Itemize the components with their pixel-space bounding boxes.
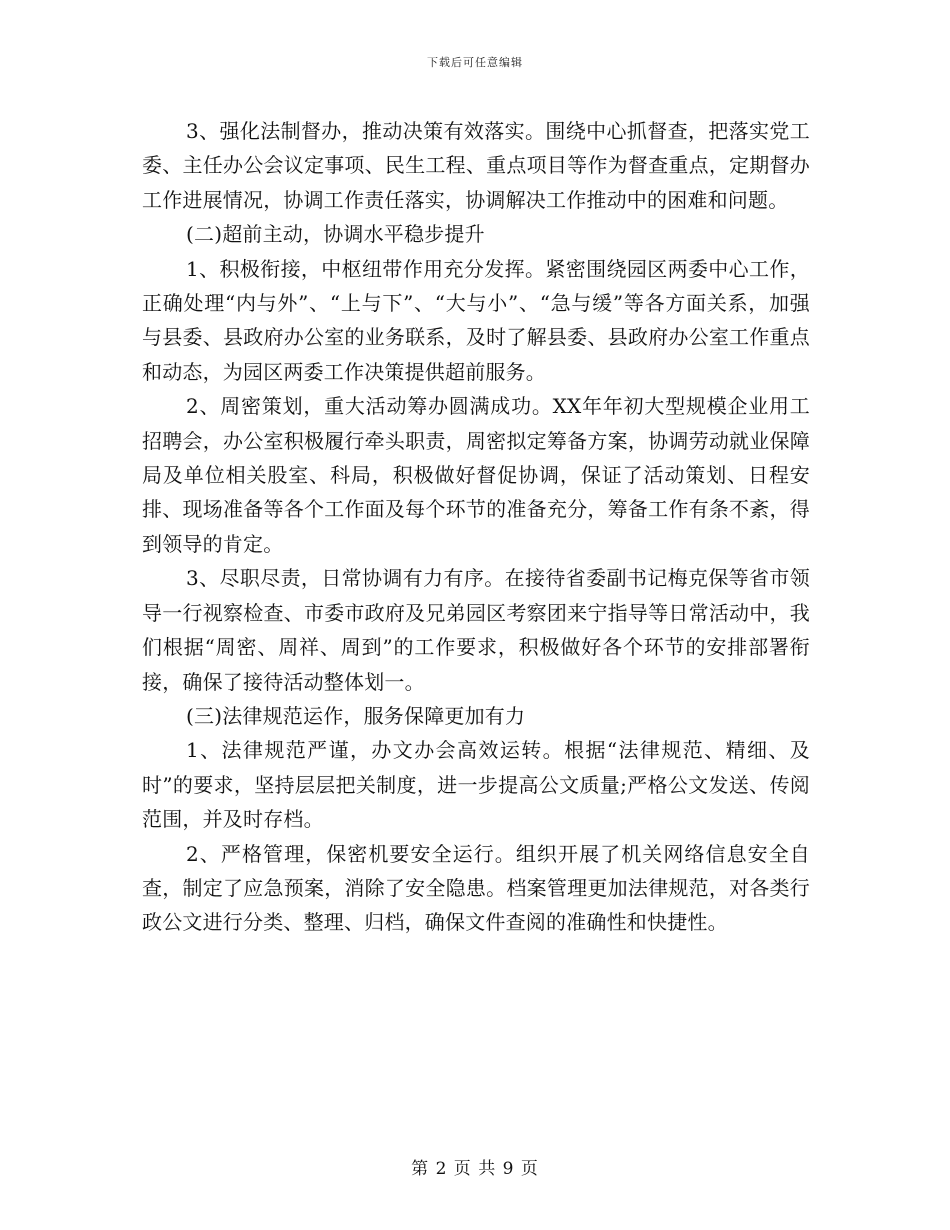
page-footer: 第 2 页 共 9 页 xyxy=(411,1159,539,1179)
document-body xyxy=(142,114,810,940)
page-header: 下载后可任意编辑 xyxy=(427,56,523,69)
section-heading-2: (二)超前主动，协调水平稳步提升 xyxy=(186,222,485,247)
paragraph-item-2-confidentiality: 2、严格管理，保密机要安全运行。组织开展了机关网络信息安全自查，制定了应急预案，消除了安全隐患。档案管理更加法律规范，对各类行政公文进行分类、整理、归档，确保文件查阅的准确性和快捷性。 xyxy=(142,841,810,935)
paragraph-item-1-documents: 1、法律规范严谨，办文办会高效运转。根据“法律规范、精细、及时”的要求，坚持层层把关制度，进一步提高公文质量;严格公文发送、传阅范围，并及时存档。 xyxy=(142,738,810,832)
section-heading-3: (三)法律规范运作，服务保障更加有力 xyxy=(186,703,526,728)
paragraph-item-2-planning: 2、周密策划，重大活动筹办圆满成功。XX年年初大型规模企业用工招聘会，办公室积极履行牵头职责，周密拟定筹备方案，协调劳动就业保障局及单位相关股室、科局，积极做好督促协调，保证了活动策划、日程安排、现场准备等各个工作面及每个环节的准备充分，筹备工作有条不紊，得到领导的肯定。 xyxy=(142,394,810,556)
paragraph-item-3-daily-coordination: 3、尽职尽责，日常协调有力有序。在接待省委副书记梅克保等省市领导一行视察检查、市委市政府及兄弟园区考察团来宁指导等日常活动中，我们根据“周密、周祥、周到”的工作要求，积极做好各个环节的安排部署衔接，确保了接待活动整体划一。 xyxy=(142,566,810,694)
paragraph-item-3-supervision: 3、强化法制督办，推动决策有效落实。围绕中心抓督查，把落实党工委、主任办公会议定事项、民生工程、重点项目等作为督查重点，定期督办工作进展情况，协调工作责任落实，协调解决工作推动中的困难和问题。 xyxy=(142,119,810,212)
paragraph-item-1-coordination: 1、积极衔接，中枢纽带作用充分发挥。紧密围绕园区两委中心工作，正确处理“内与外”、“上与下”、“大与小”、“急与缓”等各方面关系，加强与县委、县政府办公室的业务联系，及时了解县委、县政府办公室工作重点和动态，为园区两委工作决策提供超前服务。 xyxy=(142,256,810,384)
